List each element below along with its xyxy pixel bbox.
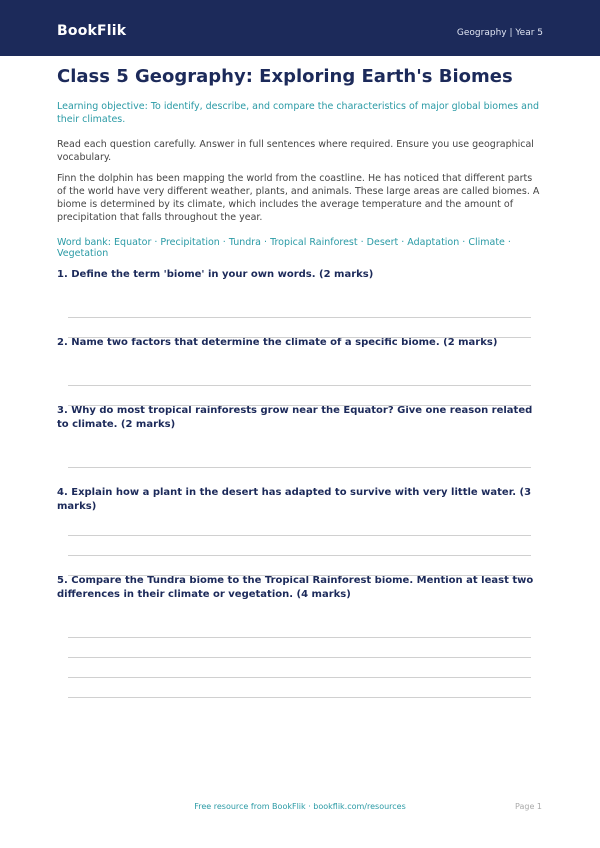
word-bank: Word bank: Equator · Precipitation · Tundra · Tropical Rainforest · Desert · Adaptation · Climate · Vegetation <box>57 237 511 259</box>
page-number: Page 1 <box>515 802 542 811</box>
question-1: 1. Define the term 'biome' in your own words. (2 marks) <box>57 269 374 280</box>
answer-line[interactable] <box>68 467 531 468</box>
answer-line[interactable] <box>68 385 531 386</box>
answer-line[interactable] <box>68 555 531 556</box>
page-title: Class 5 Geography: Exploring Earth's Biomes <box>57 66 513 87</box>
answer-line[interactable] <box>68 337 531 338</box>
question-5: 5. Compare the Tundra biome to the Tropical Rainforest biome. Mention at least two differences in their climate or vegetation. (4 marks) <box>57 575 534 600</box>
answer-line[interactable] <box>68 657 531 658</box>
reading-passage: Finn the dolphin has been mapping the world from the coastline. He has noticed that different parts of the world have very different weather, plants, and animals. These large areas are called biomes. A biome is determined by its climate, which includes the average temperature and the amount of precipitation that falls throughout the year. <box>57 173 540 223</box>
page-header <box>0 0 600 56</box>
answer-line[interactable] <box>68 697 531 698</box>
question-4: 4. Explain how a plant in the desert has adapted to survive with very little water. (3 marks) <box>57 487 532 512</box>
brand-logo[interactable]: BookFlik <box>57 23 127 39</box>
question-2: 2. Name two factors that determine the climate of a specific biome. (2 marks) <box>57 337 498 348</box>
instructions-text: Read each question carefully. Answer in full sentences where required. Ensure you use geographical vocabulary. <box>57 139 534 163</box>
answer-line[interactable] <box>68 677 531 678</box>
answer-line[interactable] <box>68 575 531 576</box>
learning-objective: Learning objective: To identify, describe, and compare the characteristics of major global biomes and their climates. <box>57 101 540 125</box>
answer-line[interactable] <box>68 317 531 318</box>
answer-line[interactable] <box>68 637 531 638</box>
subject-year-label: Geography | Year 5 <box>456 28 543 38</box>
footer-credit[interactable]: Free resource from BookFlik · bookflik.com/resources <box>194 802 406 811</box>
answer-line[interactable] <box>68 535 531 536</box>
question-3: 3. Why do most tropical rainforests grow near the Equator? Give one reason related to climate. (2 marks) <box>57 405 533 430</box>
answer-line[interactable] <box>68 405 531 406</box>
